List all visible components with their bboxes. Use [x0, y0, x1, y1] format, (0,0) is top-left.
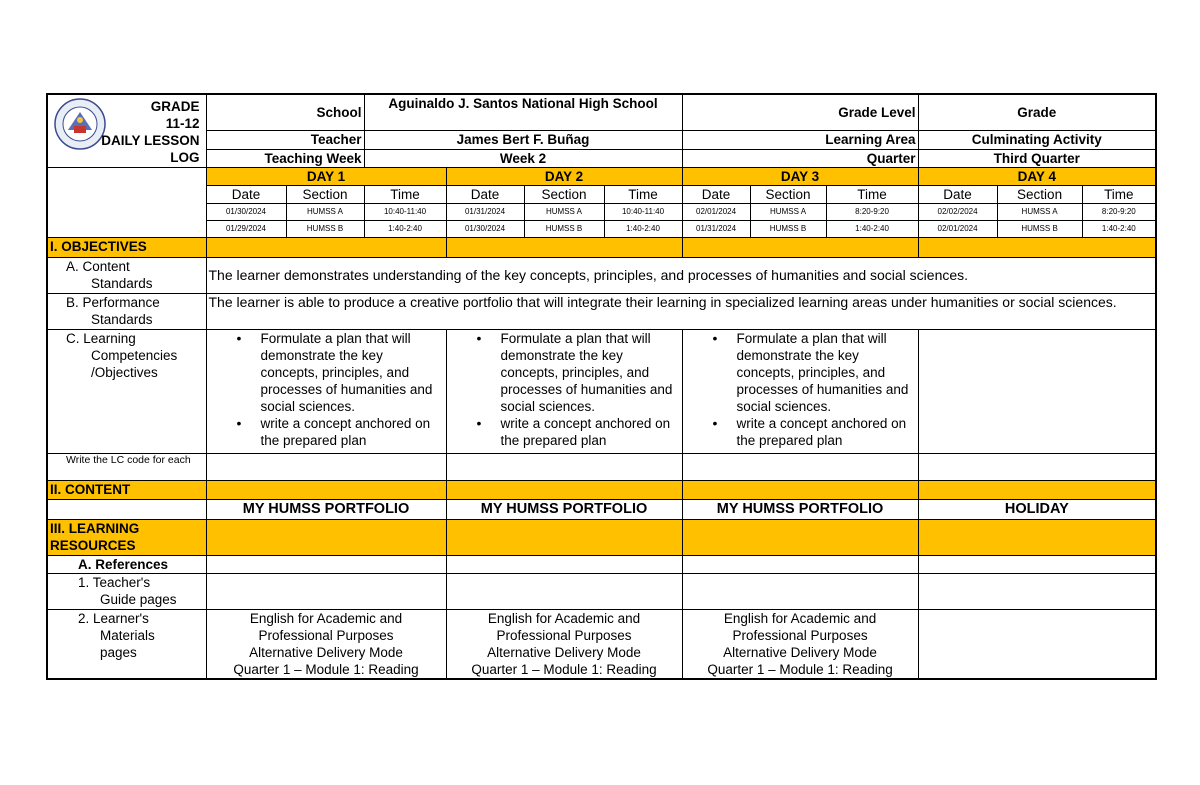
day-1-learners-materials — [206, 609, 446, 679]
learning-competencies-label — [47, 329, 206, 453]
teachers-guide-label-line: 1. Teacher's — [78, 574, 151, 590]
schedule-cell: 1:40-2:40 — [826, 220, 918, 237]
competency-item: • write a concept anchored on the prepared plan — [261, 415, 444, 449]
schedule-cell: 01/30/2024 — [206, 203, 286, 220]
day-2-learners-materials — [446, 609, 682, 679]
day-2-time-header: Time — [604, 185, 682, 203]
lm-line: Quarter 1 – Module 1: Reading — [471, 661, 657, 677]
schedule-blank-cell — [47, 167, 206, 237]
school-label: School — [206, 94, 364, 130]
grade-level-label: Grade Level — [682, 94, 918, 130]
learning-competencies-label-line: Competencies — [91, 347, 178, 363]
schedule-cell: 1:40-2:40 — [604, 220, 682, 237]
objectives-fill — [918, 237, 1156, 257]
day-4-header: DAY 4 — [918, 167, 1156, 185]
day-4-learners-materials — [918, 609, 1156, 679]
teacher-value: James Bert F. Buñag — [364, 130, 682, 149]
learners-materials-label-line: Materials — [100, 627, 155, 643]
lm-line: Professional Purposes — [258, 627, 394, 643]
resources-fill — [446, 519, 682, 555]
day-3-competencies — [682, 329, 918, 453]
schedule-cell: 02/01/2024 — [918, 220, 997, 237]
schedule-cell: 01/31/2024 — [446, 203, 524, 220]
lm-line: Alternative Delivery Mode — [487, 644, 641, 660]
day-4-topic: HOLIDAY — [918, 499, 1156, 519]
schedule-cell: HUMSS A — [750, 203, 826, 220]
day-2-header: DAY 2 — [446, 167, 682, 185]
content-fill — [206, 480, 446, 499]
lc-code-label: Write the LC code for each — [47, 453, 206, 480]
day-1-section-header: Section — [286, 185, 364, 203]
lm-line: Quarter 1 – Module 1: Reading — [707, 661, 893, 677]
header-title-cell — [47, 94, 206, 167]
performance-standards-label — [47, 293, 206, 329]
day-3-section-header: Section — [750, 185, 826, 203]
references-label: A. References — [47, 555, 206, 573]
resources-fill — [206, 519, 446, 555]
schedule-cell: 01/29/2024 — [206, 220, 286, 237]
performance-standards-label-line: Standards — [91, 311, 153, 327]
schedule-cell: 01/30/2024 — [446, 220, 524, 237]
content-fill — [918, 480, 1156, 499]
competency-item: • Formulate a plan that will demonstrate the key concepts, principles, and processes of humanities and social sciences. — [501, 330, 680, 415]
learning-area-label: Learning Area — [682, 130, 918, 149]
content-standards-label-line: A. Content — [66, 258, 130, 274]
schedule-cell: 10:40-11:40 — [604, 203, 682, 220]
competency-item: • write a concept anchored on the prepared plan — [737, 415, 916, 449]
schedule-cell: HUMSS B — [524, 220, 604, 237]
header-title-line-1: GRADE — [150, 99, 200, 114]
lm-line: English for Academic and — [723, 610, 877, 626]
learning-competencies-label-line: /Objectives — [91, 364, 158, 380]
lc-code-cell — [206, 453, 446, 480]
lm-line: Alternative Delivery Mode — [249, 644, 403, 660]
schedule-cell: 1:40-2:40 — [364, 220, 446, 237]
performance-standards-text: The learner is able to produce a creative portfolio that will integrate their learning in specialized learning areas under humanities or social sciences. — [206, 293, 1156, 329]
header-title-line-4: LOG — [170, 150, 200, 165]
day-4-time-header: Time — [1082, 185, 1156, 203]
performance-standards-label-line: B. Performance — [66, 294, 160, 310]
lm-line: English for Academic and — [487, 610, 641, 626]
day-3-learners-materials — [682, 609, 918, 679]
day-4-date-header: Date — [918, 185, 997, 203]
day-3-topic: MY HUMSS PORTFOLIO — [682, 499, 918, 519]
schedule-cell: 02/01/2024 — [682, 203, 750, 220]
school-value: Aguinaldo J. Santos National High School — [364, 94, 682, 130]
teachers-guide-label-line: Guide pages — [100, 591, 177, 607]
schedule-cell: 01/31/2024 — [682, 220, 750, 237]
teachers-guide-cell — [918, 573, 1156, 609]
day-1-topic: MY HUMSS PORTFOLIO — [206, 499, 446, 519]
learners-materials-label — [47, 609, 206, 679]
references-cell — [918, 555, 1156, 573]
learners-materials-label-line: 2. Learner's — [78, 610, 149, 626]
objectives-fill — [206, 237, 446, 257]
schedule-cell: 8:20-9:20 — [1082, 203, 1156, 220]
teacher-label: Teacher — [206, 130, 364, 149]
content-standards-text: The learner demonstrates understanding of the key concepts, principles, and processes of humanities and social sciences. — [206, 257, 1156, 293]
resources-fill — [918, 519, 1156, 555]
quarter-value: Third Quarter — [918, 149, 1156, 167]
learning-area-value: Culminating Activity — [918, 130, 1156, 149]
day-1-date-header: Date — [206, 185, 286, 203]
schedule-cell: 10:40-11:40 — [364, 203, 446, 220]
day-4-competencies — [918, 329, 1156, 453]
lc-code-cell — [682, 453, 918, 480]
references-cell — [446, 555, 682, 573]
content-standards-label — [47, 257, 206, 293]
schedule-cell: 02/02/2024 — [918, 203, 997, 220]
header-title-line-3: DAILY LESSON — [101, 133, 200, 148]
content-blank-cell — [47, 499, 206, 519]
day-2-date-header: Date — [446, 185, 524, 203]
learning-resources-heading: III. LEARNING RESOURCES — [47, 519, 206, 555]
deped-seal-icon — [54, 98, 106, 150]
day-1-competencies — [206, 329, 446, 453]
teachers-guide-cell — [206, 573, 446, 609]
schedule-cell: HUMSS B — [286, 220, 364, 237]
day-3-time-header: Time — [826, 185, 918, 203]
references-cell — [682, 555, 918, 573]
schedule-cell: HUMSS B — [750, 220, 826, 237]
content-standards-label-line: Standards — [91, 275, 153, 291]
content-fill — [682, 480, 918, 499]
day-2-topic: MY HUMSS PORTFOLIO — [446, 499, 682, 519]
competency-item: • Formulate a plan that will demonstrate the key concepts, principles, and processes of humanities and social sciences. — [261, 330, 444, 415]
resources-fill — [682, 519, 918, 555]
content-fill — [446, 480, 682, 499]
lm-line: Alternative Delivery Mode — [723, 644, 877, 660]
day-2-competencies — [446, 329, 682, 453]
quarter-label: Quarter — [682, 149, 918, 167]
learners-materials-label-line: pages — [100, 644, 137, 660]
teaching-week-value: Week 2 — [364, 149, 682, 167]
lc-code-cell — [918, 453, 1156, 480]
schedule-cell: HUMSS A — [997, 203, 1082, 220]
objectives-fill — [682, 237, 918, 257]
lc-code-cell — [446, 453, 682, 480]
header-title-line-2: 11-12 — [165, 116, 200, 131]
schedule-cell: HUMSS B — [997, 220, 1082, 237]
teachers-guide-cell — [446, 573, 682, 609]
day-3-header: DAY 3 — [682, 167, 918, 185]
schedule-cell: HUMSS A — [286, 203, 364, 220]
lm-line: Professional Purposes — [732, 627, 868, 643]
teachers-guide-cell — [682, 573, 918, 609]
day-2-section-header: Section — [524, 185, 604, 203]
day-4-section-header: Section — [997, 185, 1082, 203]
content-heading: II. CONTENT — [47, 480, 206, 499]
day-3-date-header: Date — [682, 185, 750, 203]
day-1-header: DAY 1 — [206, 167, 446, 185]
schedule-cell: 8:20-9:20 — [826, 203, 918, 220]
day-1-time-header: Time — [364, 185, 446, 203]
teachers-guide-label — [47, 573, 206, 609]
grade-level-value: Grade — [918, 94, 1156, 130]
teaching-week-label: Teaching Week — [206, 149, 364, 167]
lm-line: English for Academic and — [249, 610, 403, 626]
learning-competencies-label-line: C. Learning — [66, 330, 136, 346]
competency-item: • Formulate a plan that will demonstrate the key concepts, principles, and processes of humanities and social sciences. — [737, 330, 916, 415]
lm-line: Quarter 1 – Module 1: Reading — [233, 661, 419, 677]
daily-lesson-log-table — [46, 93, 1157, 680]
objectives-heading: I. OBJECTIVES — [47, 237, 206, 257]
objectives-fill — [446, 237, 682, 257]
schedule-cell: 1:40-2:40 — [1082, 220, 1156, 237]
schedule-cell: HUMSS A — [524, 203, 604, 220]
competency-item: • write a concept anchored on the prepared plan — [501, 415, 680, 449]
lm-line: Professional Purposes — [496, 627, 632, 643]
references-cell — [206, 555, 446, 573]
